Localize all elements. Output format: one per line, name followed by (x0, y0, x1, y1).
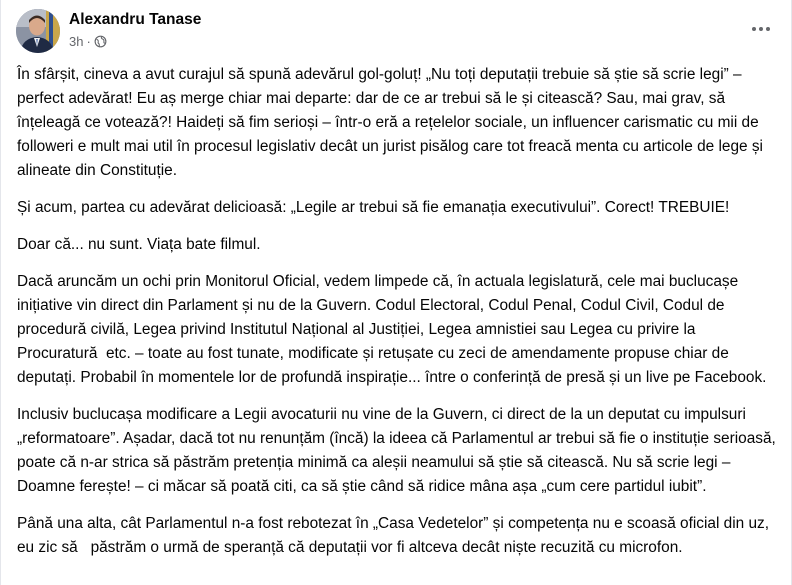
post-paragraph: Dacă aruncăm un ochi prin Monitorul Oficial, vedem limpede că, în actuala legislatură, cele mai buclucașe inițiative vin direct din Parlament și nu de la Guvern. Codul Electoral, Codul Penal, Codul Civil, Codul de procedură civilă, Legea privind Institutul Național al Justiției, Legea amnistiei sau Legea cu privire la Procuratură etc. – toate au fost tunate, modificate și retușate cu zeci de amendamente propuse chiar de deputați. Probabil în momentele lor de profundă inspirație... între o conferință de presă și un live pe Facebook. (17, 273, 767, 386)
post-meta (69, 34, 107, 49)
meta-separator: · (86, 34, 91, 49)
avatar[interactable] (16, 9, 60, 53)
post-header (16, 9, 779, 55)
post-paragraph: Și acum, partea cu adevărat delicioasă: „Legile ar trebui să fie emanația executivului”. Corect! TREBUIE! (17, 199, 730, 216)
post-time[interactable]: 3h (69, 34, 84, 49)
more-options-button[interactable] (747, 15, 775, 43)
post-paragraph: Până una alta, cât Parlamentul n-a fost rebotezat în „Casa Vedetelor” și competența nu e scoasă oficial din uz, eu zic să păstrăm o urmă de speranță că deputații vor fi altceva decât niște recuzită cu microfon. (17, 515, 774, 556)
more-options-icon (751, 26, 771, 32)
post-paragraph: Doar că... nu sunt. Viața bate filmul. (17, 236, 261, 253)
globe-icon[interactable] (94, 35, 107, 48)
post-body (17, 63, 779, 573)
post-paragraph: Inclusiv buclucașa modificare a Legii avocaturii nu vine de la Guvern, ci direct de la un deputat cu impulsuri „reformatoare”. Așadar, dacă tot nu renunțăm (încă) la ideea că Parlamentul ar trebui să fie o instituție serioasă, poate că n-ar strica să păstrăm pretenția minimă ca aleșii neamului să știe să citească. Nu să scrie legi – Doamne ferește! – ci măcar să poată citi, ca să știe când să ridice mâna așa „cum cere partidul iubit”. (17, 406, 781, 495)
post-paragraph: În sfârșit, cineva a avut curajul să spună adevărul gol-goluț! „Nu toți deputații trebuie să știe să scrie legi” – perfect adevărat! Eu aș merge chiar mai departe: dar de ce ar trebui să le și citească? Sau, mai grav, să înțeleagă ce votează?! Haideți să fim serioși – într-o eră a rețelelor sociale, un influencer carismatic cu mii de followeri e mult mai util în procesul legislativ decât un jurist pisălog care tot freacă menta cu articole de lege și alineate din Constituție. (17, 66, 768, 179)
avatar-photo (16, 9, 60, 53)
author-name[interactable]: Alexandru Tanase (69, 11, 202, 28)
